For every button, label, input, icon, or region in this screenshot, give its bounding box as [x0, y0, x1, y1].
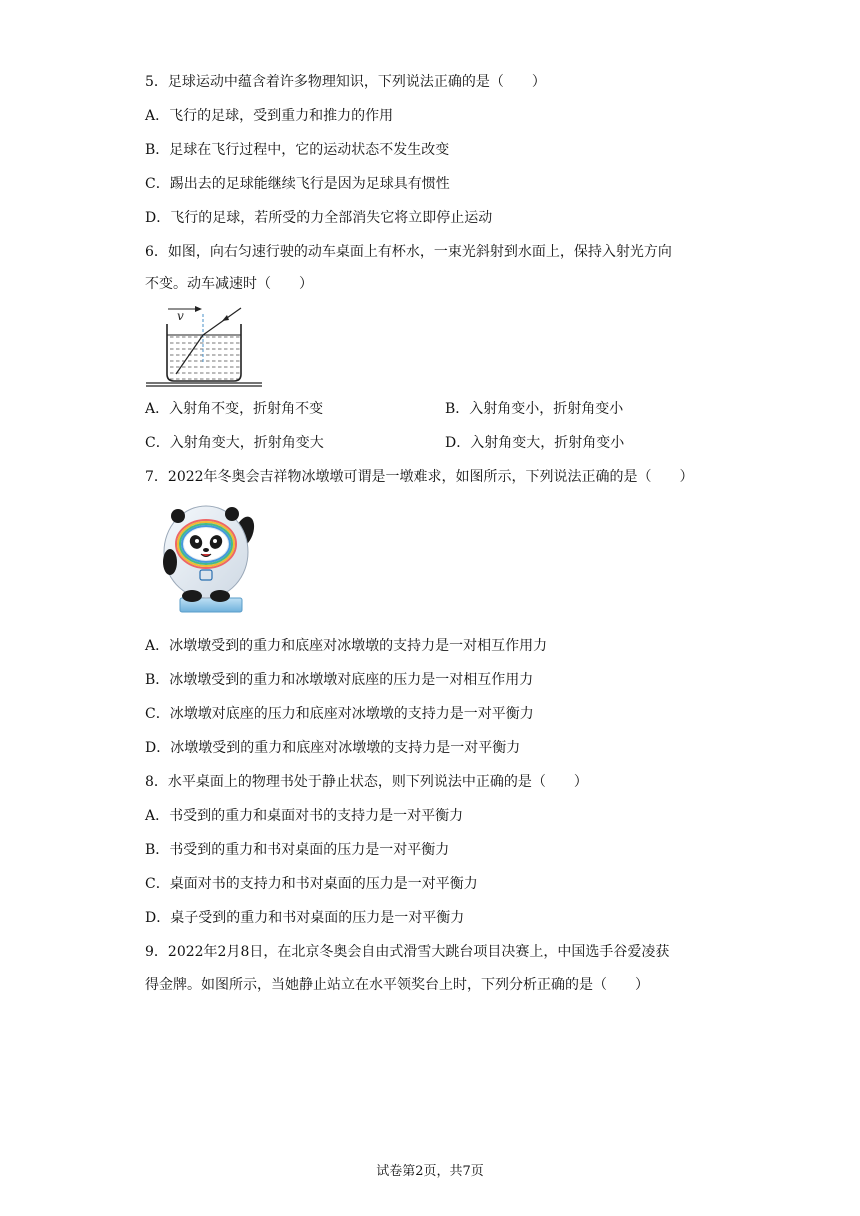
- q6-option-a: A．入射角不变，折射角不变: [145, 401, 324, 417]
- q5-option-a: A．飞行的足球，受到重力和推力的作用: [145, 108, 394, 124]
- q7-option-d: D．冰墩墩受到的重力和底座对冰墩墩的支持力是一对平衡力: [145, 740, 521, 756]
- q6-option-c: C．入射角变大，折射角变大: [145, 435, 324, 451]
- q8-stem: 8．水平桌面上的物理书处于静止状态，则下列说法中正确的是（ ）: [145, 774, 588, 790]
- q5-option-c: C．踢出去的足球能继续飞行是因为足球具有惯性: [145, 176, 450, 192]
- q8-option-d: D．桌子受到的重力和书对桌面的压力是一对平衡力: [145, 910, 465, 926]
- q7-figure-bing-dwen-dwen-mascot: [158, 500, 262, 622]
- q7-option-a: A．冰墩墩受到的重力和底座对冰墩墩的支持力是一对相互作用力: [145, 638, 548, 654]
- q5-option-b: B．足球在飞行过程中，它的运动状态不发生改变: [145, 142, 450, 158]
- q9-stem-line1: 9．2022年2月8日，在北京冬奥会自由式滑雪大跳台项目决赛上，中国选手谷爱凌获: [145, 944, 670, 960]
- q7-option-c: C．冰墩墩对底座的压力和底座对冰墩墩的支持力是一对平衡力: [145, 706, 534, 722]
- q6-option-b: B．入射角变小，折射角变小: [445, 401, 624, 417]
- q8-option-a: A．书受到的重力和桌面对书的支持力是一对平衡力: [145, 808, 464, 824]
- q6-option-d: D．入射角变大，折射角变小: [445, 435, 625, 451]
- q5-option-d: D．飞行的足球，若所受的力全部消失它将立即停止运动: [145, 210, 493, 226]
- q6-stem-line2: 不变。动车减速时（ ）: [145, 276, 313, 292]
- q6-stem-line1: 6．如图，向右匀速行驶的动车桌面上有杯水，一束光斜射到水面上，保持入射光方向: [145, 244, 672, 260]
- velocity-label: v: [177, 309, 184, 323]
- q7-stem: 7．2022年冬奥会吉祥物冰墩墩可谓是一墩难求，如图所示，下列说法正确的是（ ）: [145, 469, 694, 485]
- q8-option-b: B．书受到的重力和书对桌面的压力是一对平衡力: [145, 842, 450, 858]
- page-footer: 试卷第2页，共7页: [376, 1164, 484, 1179]
- q6-figure-cup-refraction: [146, 304, 264, 392]
- q7-option-b: B．冰墩墩受到的重力和冰墩墩对底座的压力是一对相互作用力: [145, 672, 534, 688]
- q9-stem-line2: 得金牌。如图所示，当她静止站立在水平领奖台上时，下列分析正确的是（ ）: [145, 977, 649, 993]
- q8-option-c: C．桌面对书的支持力和书对桌面的压力是一对平衡力: [145, 876, 478, 892]
- q5-stem: 5．足球运动中蕴含着许多物理知识，下列说法正确的是（ ）: [145, 74, 546, 90]
